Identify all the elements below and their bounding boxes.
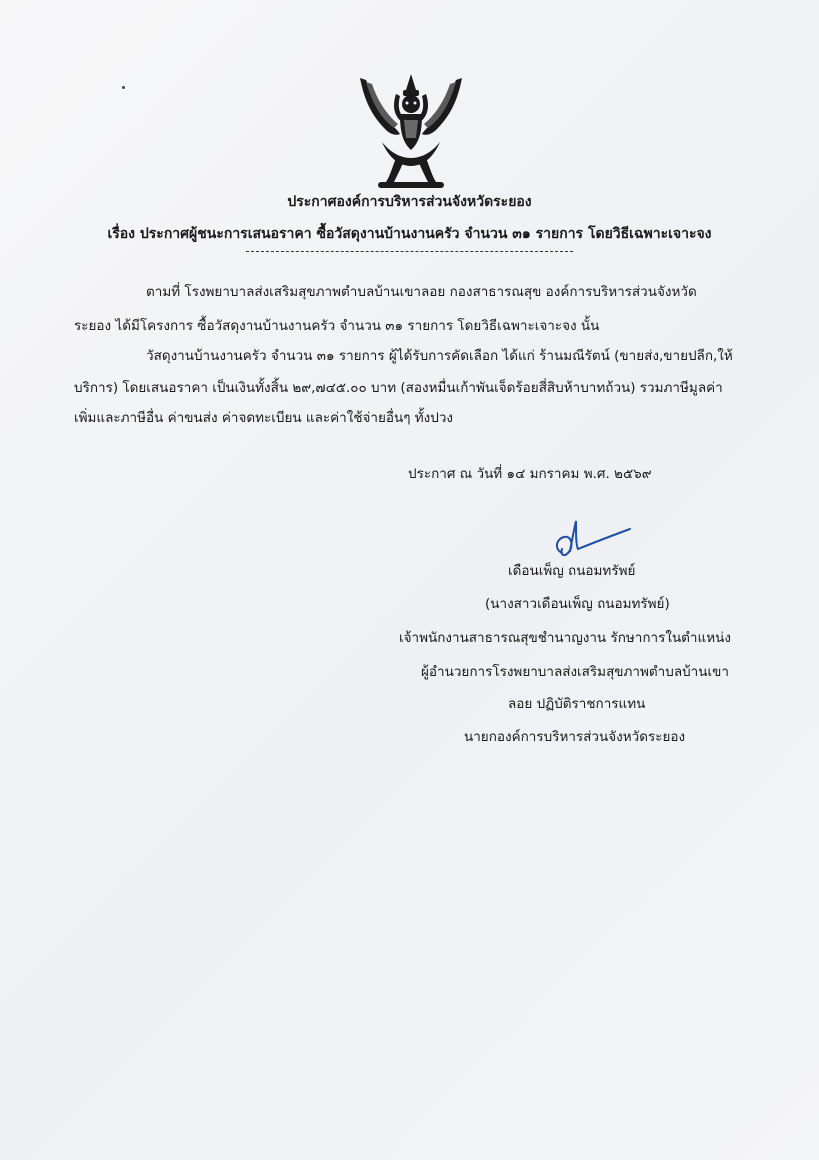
body-line: วัสดุงานบ้านงานครัว จำนวน ๓๑ รายการ ผู้ได้รับการคัดเลือก ได้แก่ ร้านมณีรัตน์ (ขายส่ง,ขายปลีก,ให้ [146, 348, 733, 364]
title-divider [246, 251, 573, 252]
body-line: ระยอง ได้มีโครงการ ซื้อวัสดุงานบ้านงานครัว จำนวน ๓๑ รายการ โดยวิธีเฉพาะเจาะจง นั้น [74, 318, 600, 334]
body-line: เพิ่มและภาษีอื่น ค่าขนส่ง ค่าจดทะเบียน และค่าใช้จ่ายอื่นๆ ทั้งปวง [74, 410, 453, 426]
document-title: ประกาศองค์การบริหารส่วนจังหวัดระยอง [287, 194, 532, 210]
document-subject: เรื่อง ประกาศผู้ชนะการเสนอราคา ซื้อวัสดุงานบ้านงานครัว จำนวน ๓๑ รายการ โดยวิธีเฉพาะเจาะจง [107, 226, 712, 242]
signatory-position: นายกองค์การบริหารส่วนจังหวัดระยอง [464, 729, 686, 745]
signatory-full-name: (นางสาวเดือนเพ็ญ ถนอมทรัพย์) [485, 596, 670, 612]
signatory-position: ผู้อำนวยการโรงพยาบาลส่งเสริมสุขภาพตำบลบ้านเขา [421, 664, 729, 680]
announcement-date: ประกาศ ณ วันที่ ๑๔ มกราคม พ.ศ. ๒๕๖๙ [408, 466, 652, 482]
body-line: บริการ) โดยเสนอราคา เป็นเงินทั้งสิ้น ๒๙,๗๔๕.๐๐ บาท (สองหมื่นเก้าพันเจ็ดร้อยสี่สิบห้าบาทถ้วน) รวมภาษีมูลค่า [74, 380, 723, 396]
body-line: ตามที่ โรงพยาบาลส่งเสริมสุขภาพตำบลบ้านเขาลอย กองสาธารณสุข องค์การบริหารส่วนจังหวัด [146, 284, 697, 300]
handwritten-signature-icon [548, 515, 638, 563]
paper-speck [122, 86, 125, 89]
signatory-position: ลอย ปฏิบัติราชการแทน [508, 696, 646, 712]
signatory-position: เจ้าพนักงานสาธารณสุขชำนาญงาน รักษาการในตำแหน่ง [399, 630, 731, 646]
signatory-signed-name: เดือนเพ็ญ ถนอมทรัพย์ [508, 563, 636, 579]
garuda-emblem-icon [356, 72, 466, 190]
